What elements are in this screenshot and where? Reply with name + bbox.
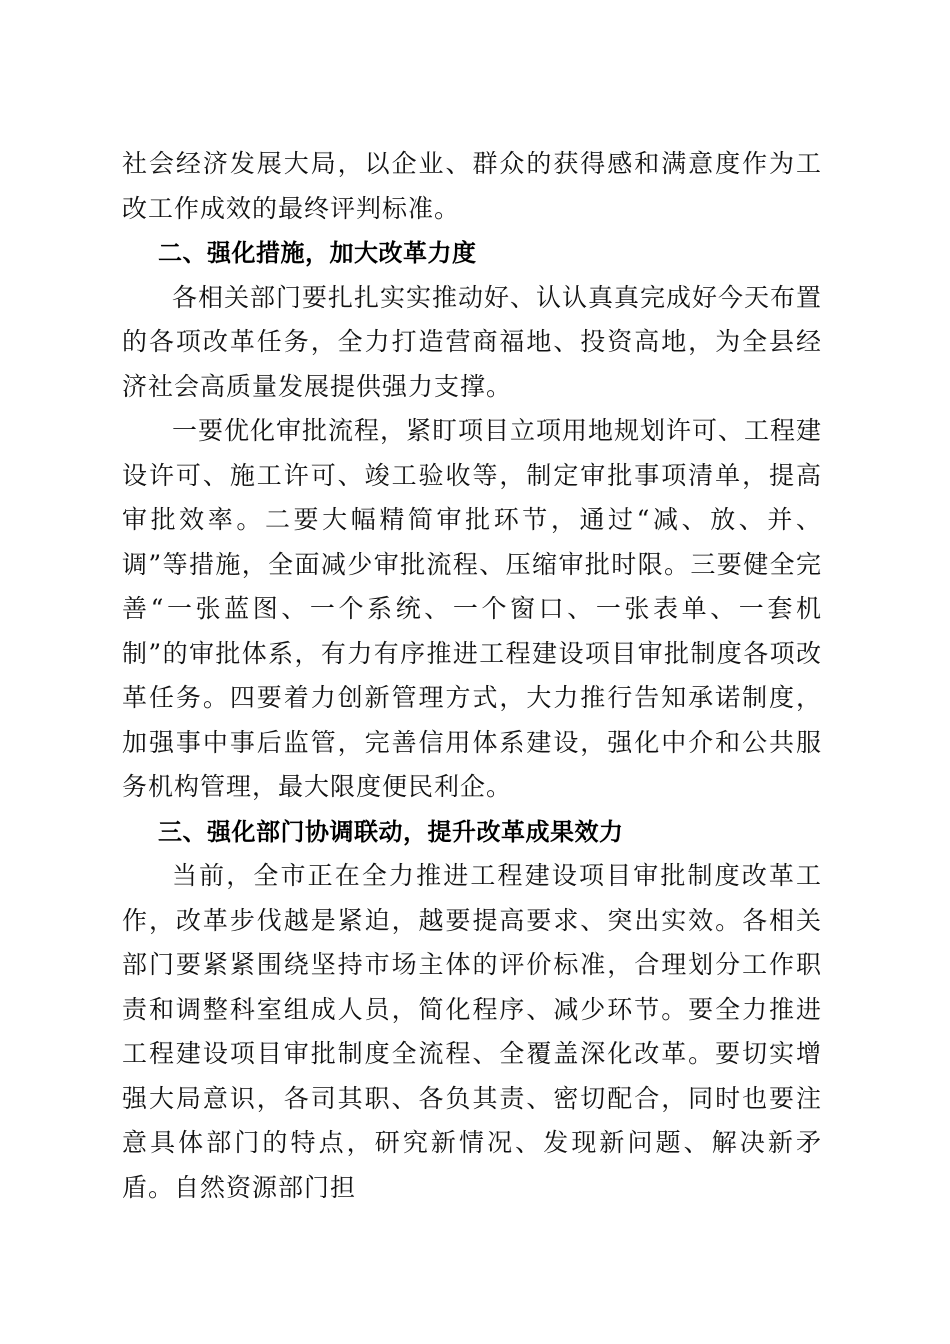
paragraph-reform-tasks: 各相关部门要扎扎实实推动好、认认真真完成好今天布置的各项改革任务，全力打造营商福地、投资高地，为全县经济社会高质量发展提供强力支撑。 [122, 282, 823, 401]
document-body [122, 142, 822, 1210]
paragraph-approval-measures: 一要优化审批流程，紧盯项目立项用地规划许可、工程建设许可、施工许可、竣工验收等，制定审批事项清单，提高审批效率。二要大幅精简审批环节，通过“减、放、并、调”等措施，全面减少审批流程、压缩审批时限。三要健全完善“一张蓝图、一个系统、一个窗口、一张表单、一套机制”的审批体系，有力有序推进工程建设项目审批制度各项改革任务。四要着力创新管理方式，大力推行告知承诺制度，加强事中事后监管，完善信用体系建设，强化中介和公共服务机构管理，最大限度便民利企。 [122, 416, 823, 801]
paragraph-coordination: 当前，全市正在全力推进工程建设项目审批制度改革工作，改革步伐越是紧迫，越要提高要求、突出实效。各相关部门要紧紧围绕坚持市场主体的评价标准，合理划分工作职责和调整科室组成人员，简化程序、减少环节。要全力推进工程建设项目审批制度全流程、全覆盖深化改革。要切实增强大局意识，各司其职、各负其责、密切配合，同时也要注意具体部门的特点，研究新情况、发现新问题、解决新矛盾。自然资源部门担 [122, 861, 822, 1202]
section-heading-three: 三、强化部门协调联动，提升改革成果效力 [158, 817, 624, 846]
paragraph-continuation: 社会经济发展大局，以企业、群众的获得感和满意度作为工改工作成效的最终评判标准。 [122, 149, 822, 223]
section-heading-two: 二、强化措施，加大改革力度 [158, 239, 477, 267]
